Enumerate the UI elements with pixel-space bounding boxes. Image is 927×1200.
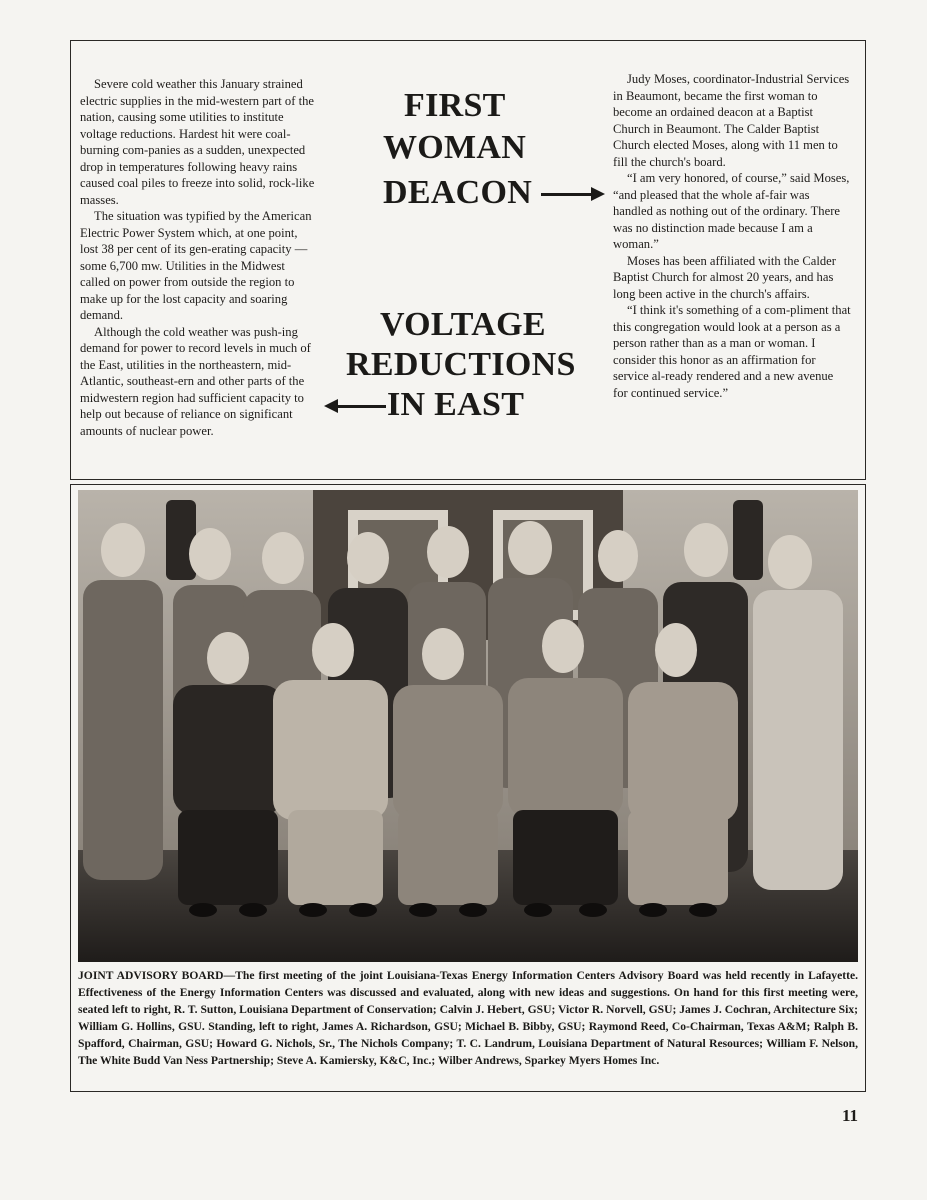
headline-line: DEACON — [383, 174, 533, 211]
deacon-article-text — [613, 71, 851, 401]
article-paragraph: Moses has been affiliated with the Calder Baptist Church for almost 20 years, and has long been active in the church's affairs. — [613, 253, 836, 301]
article-paragraph: “I think it's something of a com-pliment that this congregation would look at a person as a person rather than as a man or woman. I consider this honor as an affirmation for service al-ready rendered and a new avenue for continued service.” — [613, 303, 851, 400]
article-paragraph: The situation was typified by the American Electric Power System which, at one point, lost 38 per cent of its gen-erating capacity — some 6,700 mw. Utilities in the Midwest called on power from outside the region to make up for the lost capacity and soaring demand. — [80, 209, 312, 322]
headline-line: IN EAST — [387, 386, 525, 423]
advisory-board-photo — [78, 490, 858, 962]
article-paragraph: Although the cold weather was push-ing demand for power to record levels in much of the East, utilities in the northeastern, mid-Atlantic, southeast-ern and other parts of the midwestern region had sufficient capacity to help out because of reliance on significant amounts of nuclear power. — [80, 324, 311, 438]
headline-line: REDUCTIONS — [346, 346, 576, 383]
headline-line: FIRST — [404, 87, 506, 124]
group-photo-illustration — [78, 490, 858, 962]
arrow-left-icon — [336, 405, 386, 408]
headline-line: WOMAN — [383, 129, 527, 166]
headline-line: VOLTAGE — [380, 306, 546, 343]
voltage-article-text — [80, 76, 318, 439]
article-paragraph: “I am very honored, of course,” said Moses, “and pleased that the whole af-fair was handled as nothing out of the ordinary. There was no distinction made because I am a woman.” — [613, 171, 850, 251]
arrow-right-icon — [541, 193, 593, 196]
article-paragraph: Judy Moses, coordinator-Industrial Services in Beaumont, became the first woman to become an ordained deacon at a Baptist Church in Beaumont. The Calder Baptist Church elected Moses, along with 11 men to fill the church's board. — [613, 72, 850, 169]
article-paragraph: Severe cold weather this January strained electric supplies in the mid-western part of the nation, causing some utilities to institute voltage reductions. Hardest hit were coal-burning com-panies as a sudden, unexpected drop in temperatures following heavy rains caused coal piles to freeze into solid, rock-like masses. — [80, 77, 315, 207]
photo-caption: JOINT ADVISORY BOARD—The first meeting of the joint Louisiana-Texas Energy Information Centers Advisory Board was held recently in Lafayette. Effectiveness of the Energy Information Centers was discussed and evaluated, along with new ideas and suggestions. On hand for this first meeting were, seated left to right, R. T. Sutton, Louisiana Department of Conservation; Calvin J. Hebert, GSU; Victor R. Norvell, GSU; James J. Cochran, Architecture Six; William G. Hollins, GSU. Standing, left to right, James A. Richardson, GSU; Michael B. Bibby, GSU; Raymond Reed, Co-Chairman, Texas A&M; Ralph B. Spafford, Chairman, GSU; Howard G. Nichols, Sr., The Nichols Company; T. C. Landrum, Louisiana Department of Natural Resources; William F. Nelson, The White Budd Van Ness Partnership; Steve A. Kamiersky, K&C, Inc.; Wilber Andrews, Sparkey Myers Homes Inc. — [78, 969, 858, 1067]
page-number: 11 — [842, 1106, 859, 1125]
